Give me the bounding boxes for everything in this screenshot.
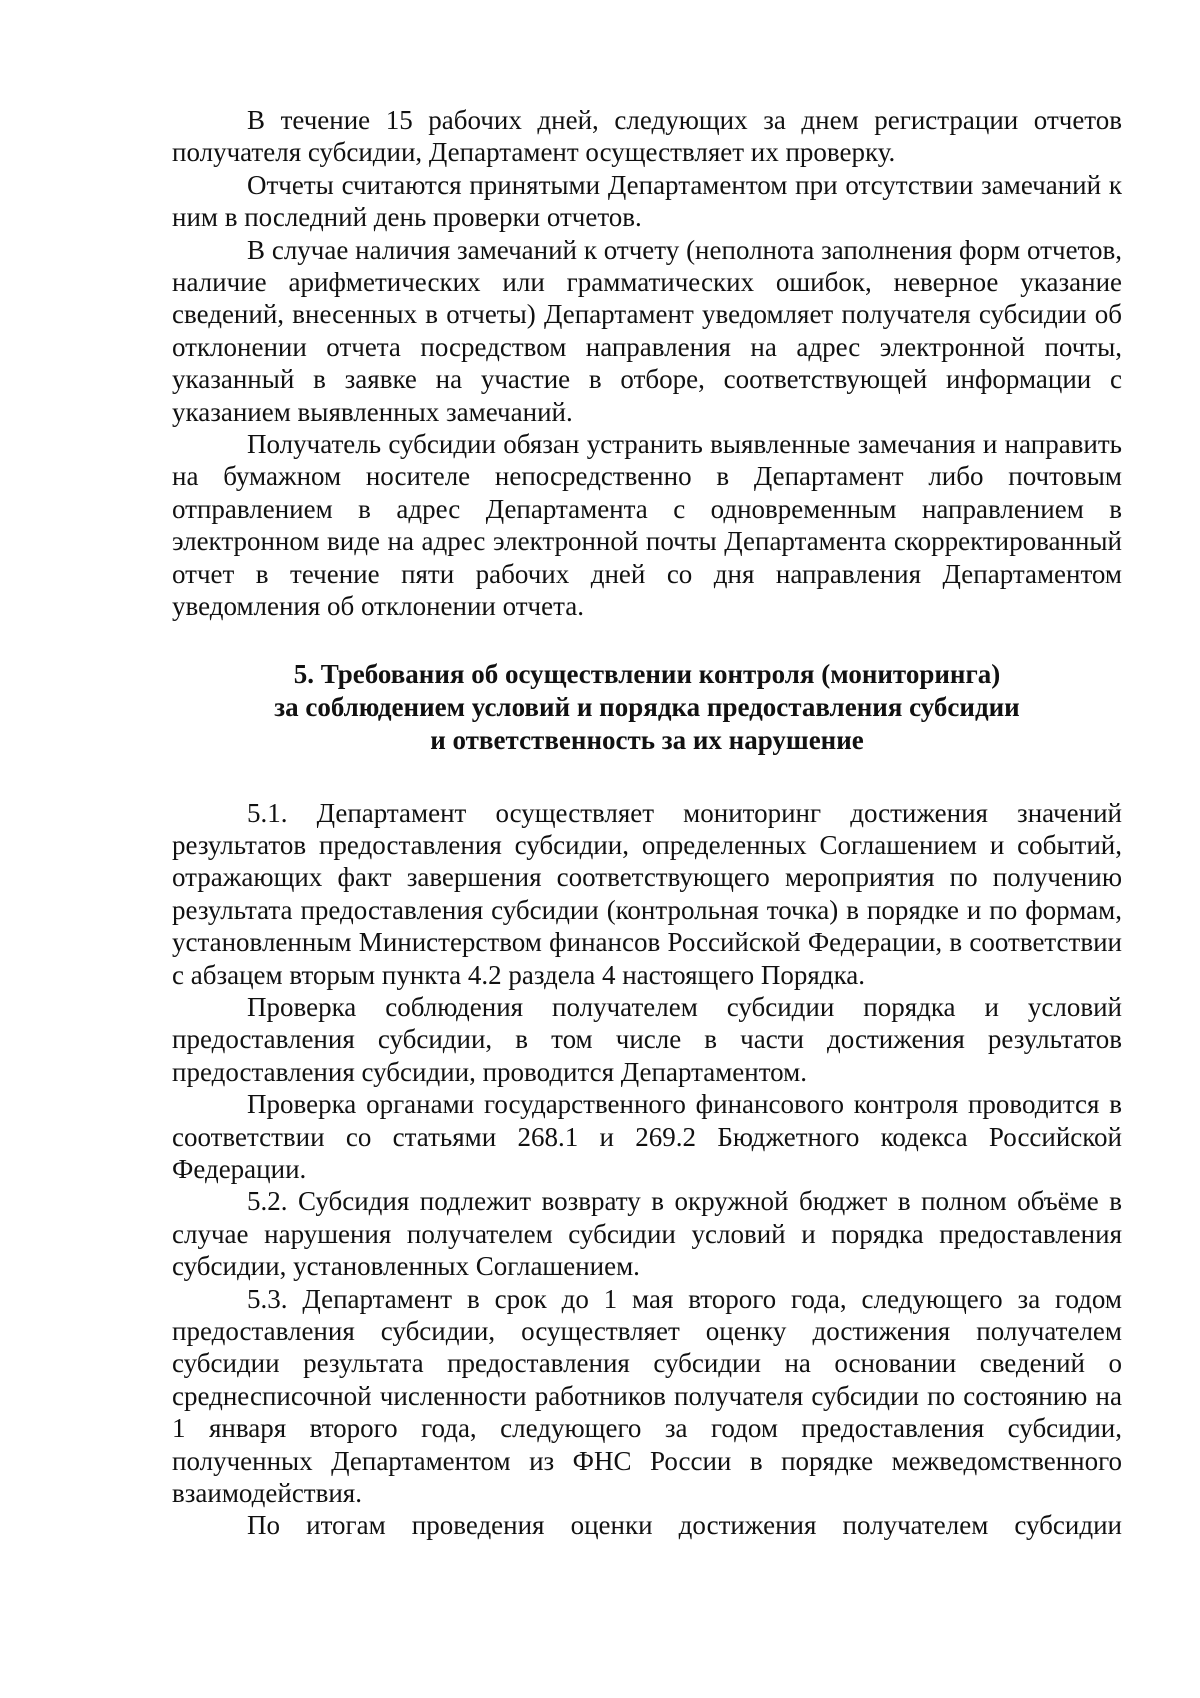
paragraph-report-acceptance: Отчеты считаются принятыми Департаментом при отсутствии замечаний к ним в последний день проверки отчетов. bbox=[172, 169, 1122, 233]
paragraph-evaluation-results: По итогам проведения оценки достижения получателем субсидии bbox=[247, 1510, 1122, 1541]
paragraph-5-2-refund: 5.2. Субсидия подлежит возврату в окружной бюджет в полном объёме в случае нарушения получателем субсидии условий и порядка предоставления субсидии, установленных Соглашением. bbox=[172, 1186, 1122, 1282]
paragraph-report-remarks: В случае наличия замечаний к отчету (неполнота заполнения форм отчетов, наличие арифметических или грамматических ошибок, неверное указание сведений, внесенных в отчеты) Департамент уведомляет получателя субсидии об отклонении отчета посредством направления на адрес электронной почты, указанный в заявке на участие в отборе, соответствующей информации с указанием выявленных замечаний. bbox=[172, 234, 1122, 427]
section-heading-text bbox=[172, 658, 1122, 757]
paragraph-financial-control-check: Проверка органами государственного финансового контроля проводится в соответствии со статьями 268.1 и 269.2 Бюджетного кодекса Российской Федерации. bbox=[172, 1089, 1122, 1184]
section-heading-line-3: и ответственность за их нарушение bbox=[430, 724, 864, 755]
section-heading-line-1: 5. Требования об осуществлении контроля (мониторинга) bbox=[293, 658, 1001, 689]
paragraph-remarks-correction: Получатель субсидии обязан устранить выявленные замечания и направить на бумажном носителе непосредственно в Департамент либо почтовым отправлением в адрес Департамента с одновременным направлением в электронном виде на адрес электронной почты Департамента скорректированный отчет в течение пяти рабочих дней со дня направления Департаментом уведомления об отклонении отчета. bbox=[172, 429, 1122, 622]
paragraph-5-3-evaluation: 5.3. Департамент в срок до 1 мая второго года, следующего за годом предоставления субсидии, осуществляет оценку достижения получателем субсидии результата предоставления субсидии на основании сведений о среднесписочной численности работников получателя субсидии по состоянию на 1 января второго года, следующего за годом предоставления субсидии, полученных Департаментом из ФНС России в порядке межведомственного взаимодействия. bbox=[172, 1283, 1122, 1509]
paragraph-5-1-monitoring: 5.1. Департамент осуществляет мониторинг достижения значений результатов предоставления субсидии, определенных Соглашением и событий, отражающих факт завершения соответствующего мероприятия по получению результата предоставления субсидии (контрольная точка) в порядке и по формам, установленным Министерством финансов Российской Федерации, в соответствии с абзацем вторым пункта 4.2 раздела 4 настоящего Порядка. bbox=[172, 797, 1122, 990]
section-heading-line-2: за соблюдением условий и порядка предоставления субсидии bbox=[274, 691, 1020, 722]
paragraph-compliance-check: Проверка соблюдения получателем субсидии порядка и условий предоставления субсидии, в том числе в части достижения результатов предоставления субсидии, проводится Департаментом. bbox=[172, 991, 1122, 1087]
paragraph-report-check-period: В течение 15 рабочих дней, следующих за днем регистрации отчетов получателя субсидии, Департамент осуществляет их проверку. bbox=[172, 105, 1122, 168]
section-heading bbox=[172, 658, 1122, 757]
